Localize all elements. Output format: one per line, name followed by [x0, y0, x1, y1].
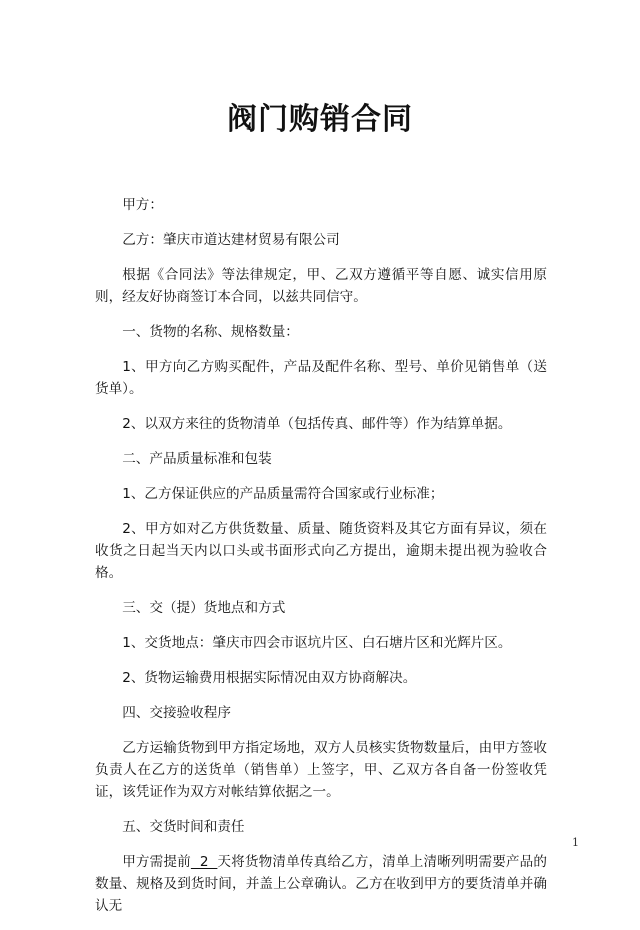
contract-title: 阀门购销合同 [227, 102, 413, 137]
party-b-line: 乙方：肇庆市道达建材贸易有限公司 [122, 232, 340, 248]
preamble-paragraph: 根据《合同法》等法律规定，甲、乙双方遵循平等自愿、诚实信用原则，经友好协商签订本合同，以兹共同信守。 [95, 267, 547, 305]
days-blank-field: 2 [190, 854, 218, 870]
section-4-paragraph: 乙方运输货物到甲方指定场地，双方人员核实货物数量后，由甲方签收负责人在乙方的送货单（销售单）上签字，甲、乙双方各自备一份签收凭证，该凭证作为双方对帐结算依据之一。 [95, 740, 547, 800]
page-number: 1 [572, 836, 579, 849]
section-3-item-1: 1、交货地点：肇庆市四会市讴坑片区、白石塘片区和光辉片区。 [122, 635, 512, 651]
section-2-item-2: 2、甲方如对乙方供货数量、质量、随货资料及其它方面有异议，须在收货之日起当天内以口头或书面形式向乙方提出，逾期未提出视为验收合格。 [95, 521, 547, 581]
section-5-heading: 五、交货时间和责任 [122, 819, 245, 835]
section-2-item-1: 1、乙方保证供应的产品质量需符合国家或行业标准； [122, 486, 444, 502]
section-1-heading: 一、货物的名称、规格数量： [122, 324, 299, 340]
section-5-text-before: 甲方需提前 [122, 854, 191, 870]
section-1-item-1: 1、甲方向乙方购买配件，产品及配件名称、型号、单价见销售单（送货单）。 [95, 359, 547, 397]
contract-body [95, 194, 547, 930]
section-4-heading: 四、交接验收程序 [122, 705, 231, 721]
section-2-heading: 二、产品质量标准和包装 [122, 451, 272, 467]
party-a-line: 甲方： [122, 197, 163, 213]
section-5-paragraph [95, 851, 547, 917]
section-3-item-2: 2、货物运输费用根据实际情况由双方协商解决。 [122, 670, 417, 686]
section-3-heading: 三、交（提）货地点和方式 [122, 600, 286, 616]
section-5-text-after: 天将货物清单传真给乙方，清单上清晰列明需要产品的数量、规格及到货时间，并盖上公章确认。乙方在收到甲方的要货清单并确认无 [95, 854, 548, 914]
section-1-item-2: 2、以双方来往的货物清单（包括传真、邮件等）作为结算单据。 [122, 416, 512, 432]
